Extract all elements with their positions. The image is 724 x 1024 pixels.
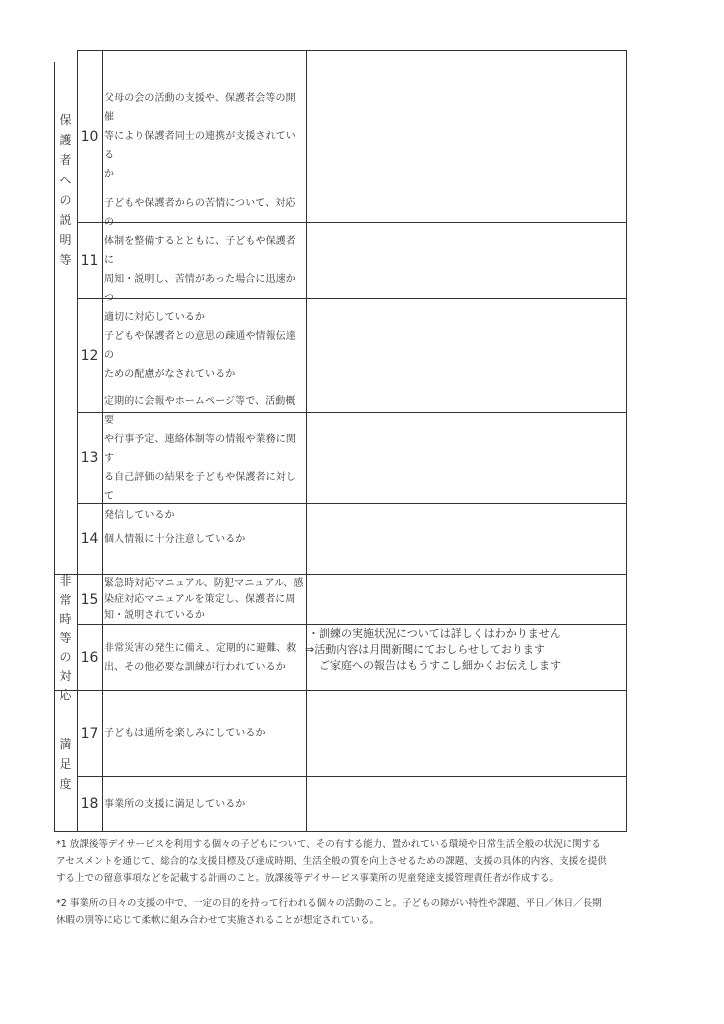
question-line: 等により保護者同士の連携が支援されている: [104, 131, 296, 161]
category-char: の: [59, 193, 72, 207]
question-text: [104, 777, 304, 831]
answer-cell[interactable]: [308, 223, 624, 298]
category-char: 等: [59, 253, 72, 267]
answer-line: ・訓練の実施状況については詳しくはわかりません: [308, 627, 561, 640]
question-line: 適切に対応しているか: [104, 312, 205, 323]
category-char: へ: [59, 173, 72, 187]
question-line: ための配慮がなされているか: [104, 369, 236, 380]
answer-line: ご家庭への報告はもうすこし細かくお伝えします: [308, 659, 561, 672]
question-line: 周知・説明し、苦情があった場合に迅速かつ: [104, 274, 296, 304]
question-text: [104, 575, 304, 624]
category-char: 明: [59, 233, 72, 247]
column-divider: [306, 50, 307, 832]
question-line: 父母の会の活動の支援や、保護者会等の開催: [104, 93, 296, 123]
category-char: 度: [59, 777, 72, 791]
row-number: 17: [80, 725, 99, 742]
answer-cell[interactable]: [308, 51, 624, 222]
row-number: 11: [80, 252, 99, 269]
question-line: 緊急時対応マニュアル、防犯マニュアル、感: [104, 577, 304, 589]
category-char: 足: [59, 757, 72, 771]
question-text: [104, 395, 304, 521]
answer-cell[interactable]: [308, 504, 624, 574]
question-line: る自己評価の結果を子どもや保護者に対して: [104, 471, 296, 502]
category-label-satisfaction: [55, 734, 76, 794]
category-char: 対: [59, 669, 72, 683]
category-label-emergency: [55, 572, 76, 705]
row-number: 16: [80, 649, 99, 666]
category-char: 応: [59, 688, 72, 702]
question-line: 発信しているか: [104, 509, 175, 521]
column-divider: [102, 50, 103, 832]
answer-cell[interactable]: [308, 691, 624, 776]
footnote-line: *1 放課後等デイサービスを利用する個々の子どもについて、その有する能力、置かれている環境や日常生活全般の状況に関する: [56, 839, 601, 850]
answer-cell[interactable]: [308, 575, 624, 624]
row-number: 13: [80, 450, 99, 466]
footnote-line: アセスメントを通じて、総合的な支援目標及び達成時期、生活全般の質を向上させるための課題、支援の具体的内容、支援を提供: [56, 856, 607, 867]
table-border-right: [626, 50, 627, 832]
answer-cell[interactable]: [308, 413, 624, 503]
question-text: [104, 198, 304, 323]
question-line: 子どもや保護者からの苦情について、対応の: [104, 198, 296, 228]
question-text: [104, 691, 304, 776]
question-line: や行事予定、連絡体制等の情報や業務に関す: [104, 433, 296, 464]
category-char: 満: [59, 737, 72, 751]
footnote-line: する上での留意事項などを記載する計画のこと。放課後等デイサービス事業所の児童発達支援管理責任者が作成する。: [56, 873, 559, 884]
footnote-1: [56, 836, 676, 887]
category-label-explanation: [55, 110, 76, 270]
category-char: 説: [59, 213, 72, 227]
question-line: 個人情報に十分注意しているか: [104, 533, 246, 545]
question-text: [104, 625, 304, 690]
question-line: 子どもや保護者との意思の疎通や情報伝達の: [104, 331, 296, 361]
question-line: 知・説明されているか: [104, 609, 205, 621]
row-number: 15: [80, 591, 99, 608]
question-line: 染症対応マニュアルを策定し、保護者に周: [104, 593, 296, 605]
answer-line: ⇒活動内容は月間新聞にておしらせしております: [305, 643, 545, 656]
row-number: 14: [80, 531, 99, 547]
footnote-2: [56, 895, 676, 929]
table-border-bottom: [54, 831, 627, 832]
category-char: の: [59, 650, 72, 664]
question-line: 事業所の支援に満足しているか: [104, 798, 246, 810]
category-char: 等: [59, 631, 72, 645]
category-char: 時: [59, 612, 72, 626]
category-char: 非: [59, 574, 72, 588]
category-char: 護: [59, 133, 72, 147]
answer-cell[interactable]: [308, 777, 624, 831]
footnote-line: 休暇の別等に応じて柔軟に組み合わせて実施されることが想定されている。: [56, 915, 380, 926]
row-number: 10: [80, 128, 99, 145]
answer-cell[interactable]: [308, 299, 624, 412]
category-char: 常: [59, 593, 72, 607]
row-number: 18: [80, 796, 99, 812]
question-line: か: [104, 169, 115, 180]
question-text: [104, 504, 304, 574]
category-char: 保: [59, 113, 72, 127]
question-line: 出、その他必要な訓練が行われているか: [104, 661, 286, 673]
footnote-line: *2 事業所の日々の支援の中で、一定の目的を持って行われる個々の活動のこと。子どもの障がい特性や課題、平日／休日／長期: [56, 898, 602, 909]
row-number: 12: [80, 347, 99, 364]
question-line: 子どもは通所を楽しみにしているか: [104, 728, 266, 739]
category-char: 者: [59, 153, 72, 167]
answer-cell[interactable]: [305, 626, 624, 690]
question-line: 体制を整備するとともに、子どもや保護者に: [104, 236, 296, 266]
question-line: 定期的に会報やホームページ等で、活動概要: [104, 395, 296, 426]
question-line: 非常災害の発生に備え、定期的に避難、救: [104, 642, 297, 654]
